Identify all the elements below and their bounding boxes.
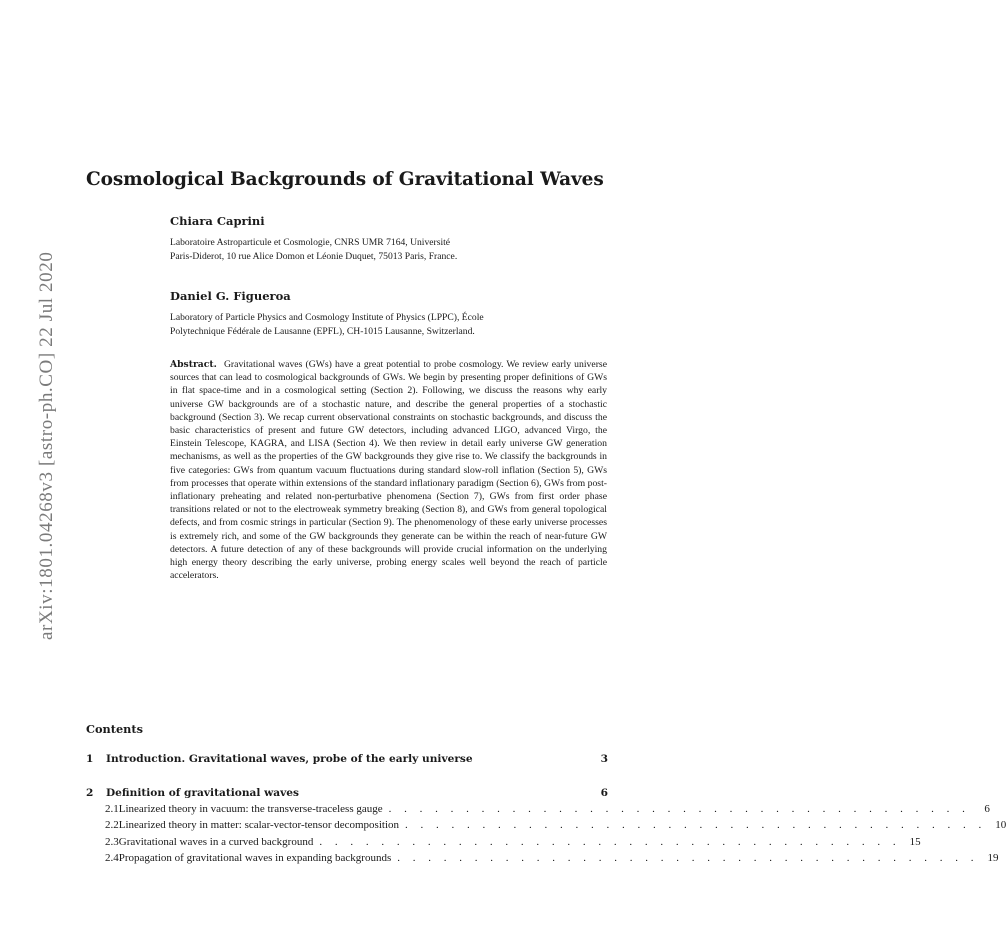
toc-subsection-title: Linearized theory in matter: scalar-vector-tensor decomposition bbox=[118, 819, 400, 832]
toc-subsection-2-2[interactable] bbox=[86, 819, 1006, 835]
toc-subsection-2-4[interactable] bbox=[86, 851, 999, 868]
toc-subsection-number: 2.1 bbox=[105, 803, 119, 815]
toc-subsection-title: Propagation of gravitational waves in expanding backgrounds bbox=[118, 851, 392, 864]
toc-page-number: 10 bbox=[995, 819, 1006, 832]
toc-subsection-2-1[interactable] bbox=[86, 803, 990, 819]
toc-leader-dots: . . . . . . . . . . . . . . . . . . . . . . . . . . . . . . . . . . . . . . bbox=[397, 851, 979, 864]
abstract bbox=[170, 358, 607, 582]
affiliation-line: Polytechnique Fédérale de Lausanne (EPFL), CH-1015 Lausanne, Switzerland. bbox=[170, 326, 475, 337]
author-name: Daniel G. Figueroa bbox=[170, 289, 291, 303]
toc-section-number: 2 bbox=[86, 787, 94, 799]
toc-page-number: 3 bbox=[600, 753, 608, 765]
paper-title: Cosmological Backgrounds of Gravitational Waves bbox=[86, 169, 604, 190]
toc-subsection-2-3[interactable] bbox=[86, 835, 921, 852]
table-of-contents bbox=[86, 753, 1006, 868]
affiliation-line: Laboratoire Astroparticule et Cosmologie, CNRS UMR 7164, Université bbox=[170, 237, 451, 248]
toc-subsection-title: Linearized theory in vacuum: the transverse-traceless gauge bbox=[118, 803, 383, 815]
toc-page-number: 6 bbox=[600, 787, 608, 799]
toc-subsection-number: 2.4 bbox=[105, 851, 119, 864]
affiliation-line: Laboratory of Particle Physics and Cosmology Institute of Physics (LPPC), École bbox=[170, 312, 484, 323]
abstract-text: Gravitational waves (GWs) have a great potential to probe cosmology. We review early universe sources that can lead to cosmological backgrounds of GWs. We begin by presenting proper definitions of GWs in flat space-time and in a cosmological setting (Section 2). Following, we discuss the reasons why early universe GW backgrounds are of a stochastic nature, and describe the general properties of a stochastic background (Section 3). We recap current observational constraints on stochastic backgrounds, and discuss the basic characteristics of present and future GW detectors, including advanced LIGO, advanced Virgo, the Einstein Telescope, KAGRA, and LISA (Section 4). We then review in detail early universe GW generation mechanisms, as well as the properties of the GW backgrounds they give rise to. We classify the backgrounds in five categories: GWs from quantum vacuum fluctuations during standard slow-roll inflation (Section 5), GWs from processes that operate within extensions of the standard inflationary paradigm (Section 6), GWs from post-inflationary preheating and related non-perturbative phenomena (Section 7), GWs from first order phase transitions related or not to the electroweak symmetry breaking (Section 8), and GWs from general topological defects, and from cosmic strings in particular (Section 9). The phenomenology of these early universe processes is extremely rich, and some of the GW backgrounds they generate can be within the reach of near-future GW detectors. A future detection of any of these backgrounds will provide crucial information on the underlying high energy theory describing the early universe, probing energy scales well beyond the reach of particle accelerators. bbox=[170, 359, 608, 582]
toc-section-2[interactable] bbox=[86, 787, 608, 803]
author-name: Chiara Caprini bbox=[170, 214, 265, 228]
author-block-1 bbox=[170, 214, 640, 264]
contents-heading: Contents bbox=[86, 722, 143, 736]
toc-page-number: 6 bbox=[984, 803, 990, 815]
abstract-label: Abstract. bbox=[170, 359, 217, 370]
arxiv-identifier: arXiv:1801.04268v3 [astro-ph.CO] 22 Jul 2020 bbox=[36, 251, 57, 640]
toc-page-number: 15 bbox=[909, 835, 921, 848]
toc-section-1[interactable] bbox=[86, 753, 608, 769]
toc-page-number: 19 bbox=[987, 851, 999, 864]
affiliation-line: Paris-Diderot, 10 rue Alice Domon et Léonie Duquet, 75013 Paris, France. bbox=[170, 251, 458, 262]
toc-subsection-title: Gravitational waves in a curved background bbox=[118, 835, 314, 848]
toc-leader-dots: . . . . . . . . . . . . . . . . . . . . . . . . . . . . . . . . . . . . . . bbox=[319, 835, 901, 848]
toc-subsection-number: 2.2 bbox=[105, 819, 119, 832]
author-block-2 bbox=[170, 289, 640, 339]
toc-section-title: Definition of gravitational waves bbox=[106, 787, 299, 799]
toc-section-title: Introduction. Gravitational waves, probe of the early universe bbox=[106, 753, 473, 765]
toc-section-number: 1 bbox=[86, 753, 94, 765]
toc-leader-dots: . . . . . . . . . . . . . . . . . . . . . . . . . . . . . . . . . . . . . . bbox=[388, 803, 970, 815]
toc-leader-dots: . . . . . . . . . . . . . . . . . . . . . . . . . . . . . . . . . . . . . . bbox=[405, 819, 987, 832]
toc-subsection-number: 2.3 bbox=[105, 835, 119, 848]
